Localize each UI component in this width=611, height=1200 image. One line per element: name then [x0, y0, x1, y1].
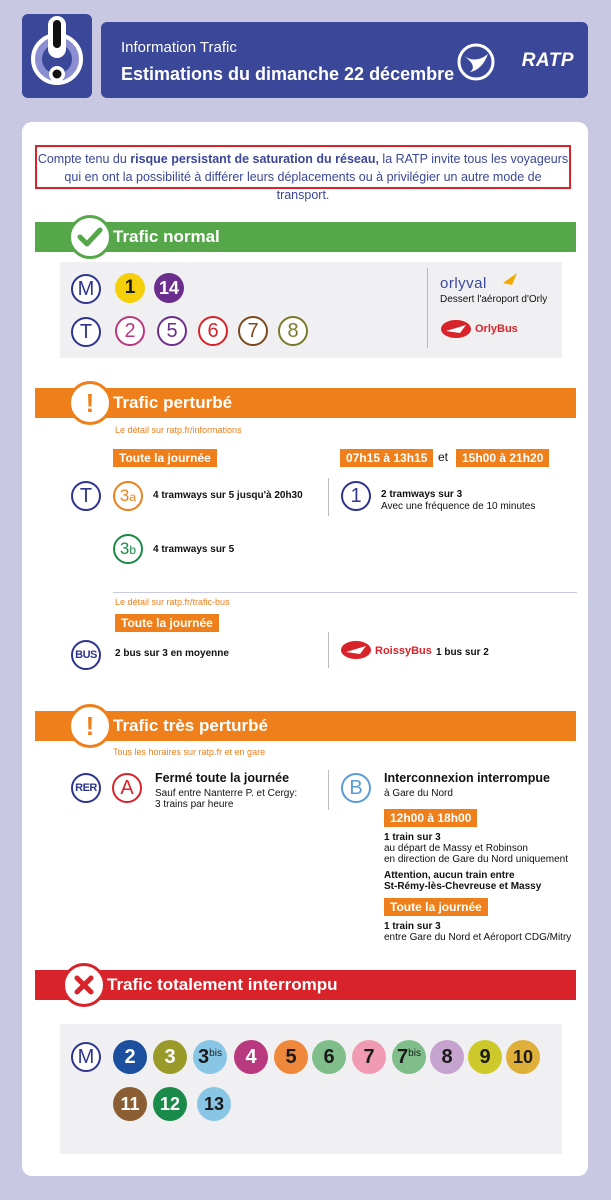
tram-line-8: 8 — [278, 316, 308, 346]
line-number: 6 — [323, 1046, 335, 1068]
notice-post: la RATP invite tous les voyageurs qui en ont la possibilité à différer leurs déplacements ou à privilégier un autre mode de transport. — [64, 152, 569, 202]
line-number: 12 — [159, 1094, 181, 1114]
header-title: Estimations du dimanche 22 décembre — [121, 64, 455, 84]
notice-pre: Compte tenu du — [37, 152, 131, 166]
tag-time-2: 15h00 à 21h20 — [456, 449, 549, 467]
rer-b-warning-1: Attention, aucun train entre — [384, 870, 515, 881]
ratp-brand: RATP — [521, 50, 574, 71]
line-number: 9 — [479, 1046, 491, 1068]
metro-line-9 — [468, 1040, 502, 1074]
line-number: 4 — [245, 1046, 257, 1068]
header-subtitle: Information Trafic — [121, 39, 237, 56]
tag-bus-all-day: Toute la journée — [115, 614, 219, 632]
rer-b-text-5: entre Gare du Nord et Aéroport CDG/Mitry — [384, 932, 572, 943]
section-normal-title: Trafic normal — [113, 227, 220, 246]
alert-icon — [22, 14, 92, 98]
section-perturbe-title: Trafic perturbé — [113, 393, 233, 412]
divider — [328, 478, 329, 516]
section-interrompu-title: Trafic totalement interrompu — [107, 975, 338, 994]
link-trafic-bus[interactable]: Le détail sur ratp.fr/trafic-bus — [115, 597, 230, 607]
link-horaires[interactable]: Tous les horaires sur ratp.fr et en gare — [113, 747, 266, 757]
rer-mode-icon: RER — [71, 773, 101, 803]
line-bis-suffix: bis — [408, 1048, 421, 1059]
line-number: 3 — [198, 1046, 210, 1068]
divider — [328, 632, 329, 668]
tag-rer-b-all-day: Toute la journée — [384, 898, 488, 916]
line-number: 7 — [397, 1046, 409, 1068]
tram-line-5: 5 — [157, 316, 187, 346]
tag-all-day: Toute la journée — [113, 449, 217, 467]
exclamation-icon: ! — [68, 381, 112, 425]
line-number: 2 — [124, 1046, 136, 1068]
cross-icon — [62, 963, 106, 1007]
metro-line-11 — [113, 1087, 147, 1121]
orlyval-description: Dessert l'aéroport d'Orly — [440, 294, 548, 305]
metro-line-4 — [234, 1040, 268, 1074]
rer-b-title: Interconnexion interrompue — [384, 771, 550, 785]
metro-line-14: 14 — [154, 273, 184, 303]
line-number: 13 — [203, 1094, 225, 1114]
tag-rer-b-time: 12h00 à 18h00 — [384, 809, 477, 827]
tram-mode-icon: T — [71, 317, 101, 347]
separator — [113, 592, 577, 593]
line-number: 5 — [285, 1046, 297, 1068]
t3a-text: 4 tramways sur 5 jusqu'à 20h30 — [153, 490, 303, 501]
roissybus-label: RoissyBus — [375, 645, 432, 657]
section-perturbe-header — [35, 388, 576, 418]
metro-line-1: 1 — [115, 273, 145, 303]
metro-line-3bis — [193, 1040, 227, 1074]
metro-line-3 — [153, 1040, 187, 1074]
line-bis-suffix: bis — [209, 1048, 222, 1059]
line-number: 11 — [120, 1094, 140, 1114]
link-informations[interactable]: Le détail sur ratp.fr/informations — [115, 425, 242, 435]
tram-line-3a — [113, 481, 143, 511]
check-icon — [68, 215, 112, 259]
line-number: 7 — [363, 1046, 375, 1068]
metro-line-5 — [274, 1040, 308, 1074]
exclamation-icon: ! — [68, 704, 112, 748]
divider — [328, 770, 329, 810]
t3a-number: 3 — [119, 486, 130, 505]
metro-line-10 — [506, 1040, 540, 1074]
roissybus-text: 1 bus sur 2 — [436, 647, 489, 658]
rer-a-line-2: 3 trains par heure — [155, 799, 234, 810]
notice-bold: risque persistant de saturation du réseau, — [130, 152, 379, 166]
section-interrompu-header — [35, 970, 576, 1000]
t3b-text: 4 tramways sur 5 — [153, 544, 235, 555]
bus-text: 2 bus sur 3 en moyenne — [115, 648, 229, 659]
rer-b-text-3: en direction de Gare du Nord uniquement — [384, 854, 569, 865]
metro-line-8 — [430, 1040, 464, 1074]
tram-line-6: 6 — [198, 316, 228, 346]
tram-line-7: 7 — [238, 316, 268, 346]
divider — [427, 268, 428, 348]
t3b-number: 3 — [119, 539, 130, 558]
line-number: 3 — [164, 1046, 176, 1068]
metro-line-6 — [312, 1040, 346, 1074]
line-number: 8 — [441, 1046, 453, 1068]
rer-b-text-2: au départ de Massy et Robinson — [384, 843, 528, 854]
tram-line-1: 1 — [341, 481, 371, 511]
metro-line-7bis — [392, 1040, 426, 1074]
rer-b-warning-2: St-Rémy-lès-Chevreuse et Massy — [384, 881, 542, 892]
rer-b-subtitle: à Gare du Nord — [384, 788, 453, 799]
orlybus-label: OrlyBus — [475, 323, 518, 335]
rer-a-title: Fermé toute la journée — [155, 771, 290, 785]
rer-a-line-1: Sauf entre Nanterre P. et Cergy: — [155, 788, 298, 799]
rer-b-text-4: 1 train sur 3 — [384, 921, 441, 932]
metro-mode-icon: M — [71, 274, 101, 304]
notice-box — [35, 145, 571, 202]
section-normal-header — [35, 222, 576, 252]
orlyval-logo: orlyval — [440, 275, 487, 292]
metro-line-2 — [113, 1040, 147, 1074]
alert-logo — [22, 14, 92, 98]
roissybus-plane-icon — [340, 640, 372, 660]
tag-time-1: 07h15 à 13h15 — [340, 449, 433, 467]
plane-icon — [503, 273, 517, 285]
metro-mode-icon: M — [71, 1042, 101, 1072]
rer-b-text-1: 1 train sur 3 — [384, 832, 441, 843]
rer-line-a: A — [112, 773, 142, 803]
t3b-suffix: b — [129, 543, 137, 557]
header-banner — [101, 22, 588, 98]
tram-line-2: 2 — [115, 316, 145, 346]
section-tres-title: Trafic très perturbé — [113, 716, 268, 735]
section-tres-header — [35, 711, 576, 741]
metro-line-7 — [352, 1040, 386, 1074]
metro-line-12 — [153, 1087, 187, 1121]
rer-line-b: B — [341, 773, 371, 803]
orlybus-plane-icon — [440, 319, 472, 339]
t1-text-2: Avec une fréquence de 10 minutes — [381, 501, 536, 512]
ratp-logo-icon — [456, 42, 496, 82]
tram-mode-icon: T — [71, 481, 101, 511]
and-label: et — [438, 450, 449, 464]
t1-text-1: 2 tramways sur 3 — [381, 489, 463, 500]
metro-line-13 — [197, 1087, 231, 1121]
tram-line-3b — [113, 534, 143, 564]
t3a-suffix: a — [129, 490, 137, 504]
line-number: 10 — [512, 1047, 534, 1067]
bus-mode-icon: BUS — [71, 640, 101, 670]
